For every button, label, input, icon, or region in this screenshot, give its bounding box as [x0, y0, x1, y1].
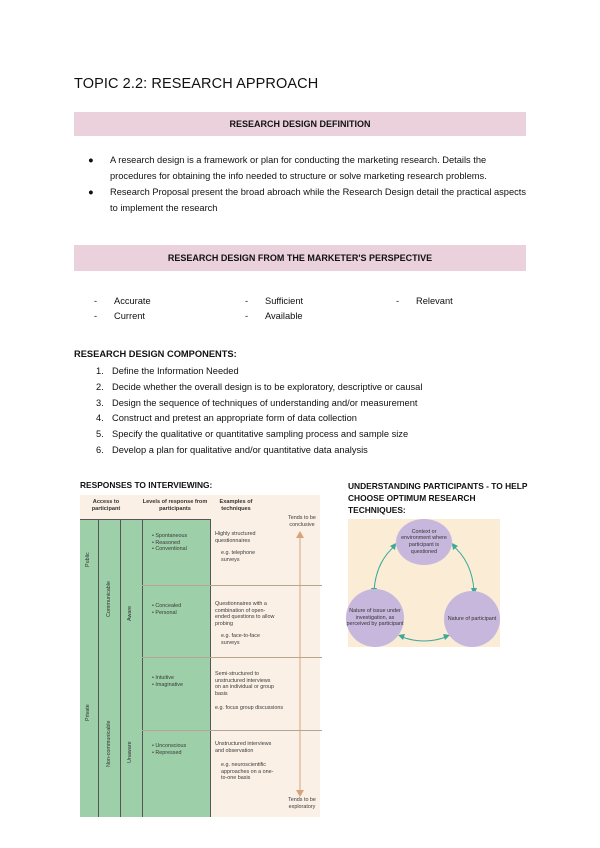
level-item: • Repressed — [152, 749, 182, 756]
component-number: 1. — [96, 366, 104, 376]
col-access-header: Access to participant — [91, 499, 121, 512]
components-title: RESEARCH DESIGN COMPONENTS: — [74, 349, 237, 359]
tends-exploratory-label: Tends to be exploratory — [288, 797, 316, 810]
col-examples-header: Examples of techniques — [219, 499, 253, 512]
components-list — [96, 364, 422, 459]
participant-circle — [444, 591, 500, 647]
example-row-3 — [215, 671, 284, 712]
component-number: 3. — [96, 397, 104, 408]
bullet-text: A research design is a framework or plan for conducting the marketing research. Details the procedures for obtaining the info needed to structure or solve marketing research problems. — [110, 155, 487, 181]
component-item — [96, 380, 422, 396]
component-item — [96, 411, 422, 427]
definition-bullet-list — [88, 152, 528, 216]
issue-circle — [346, 589, 404, 647]
level-item: • Reasoned — [152, 539, 180, 546]
interviewing-figure — [80, 495, 320, 817]
example-row-1 — [215, 531, 275, 563]
component-text: Design the sequence of techniques of understanding and/or measurement — [112, 397, 418, 408]
level-item: • Concealed — [152, 603, 182, 609]
component-number: 4. — [96, 413, 104, 424]
page-title: TOPIC 2.2: RESEARCH APPROACH — [74, 76, 319, 92]
participant-label: Nature of participant — [447, 615, 497, 622]
level-item: • Intuitive — [152, 675, 174, 681]
example-eg: e.g. neuroscientific approaches on a one-to-one basis — [221, 762, 274, 782]
non-communicable-label: Non-communicable — [106, 720, 112, 767]
private-label: Private — [85, 704, 91, 721]
component-item — [96, 364, 422, 380]
tends-conclusive-label: Tends to be conclusive — [288, 515, 316, 528]
divider — [120, 519, 121, 817]
public-label: Public — [85, 552, 91, 567]
component-item — [96, 443, 422, 459]
component-text: Construct and pretest an appropriate form of data collection — [112, 413, 357, 424]
interviewing-title: RESPONSES TO INTERVIEWING: — [80, 480, 213, 490]
context-circle — [396, 519, 452, 565]
perspective-item-label: Current — [114, 311, 146, 321]
communicable-label: Communicable — [106, 581, 112, 617]
levels-band — [80, 519, 210, 817]
divider — [80, 519, 210, 520]
perspective-item — [94, 296, 151, 306]
example-eg: e.g. focus group discussions — [215, 705, 284, 712]
dash-marker: - — [245, 311, 249, 321]
example-text: Questionnaires with a combination of open-ended questions to allow probing — [215, 601, 275, 627]
perspective-item-label: Relevant — [416, 296, 453, 306]
component-number: 2. — [96, 381, 104, 392]
divider — [210, 519, 211, 817]
example-eg: e.g. face-to-face surveys — [221, 633, 260, 646]
section-band-perspective: RESEARCH DESIGN FROM THE MARKETER'S PERSPECTIVE — [74, 245, 526, 271]
perspective-item-label: Sufficient — [265, 296, 304, 306]
level-item: • Spontaneous — [152, 533, 188, 539]
component-text: Specify the qualitative or quantitative sampling process and sample size — [112, 429, 409, 440]
level-item: • Imaginative — [152, 681, 183, 688]
example-row-4 — [215, 741, 279, 782]
perspective-item-label: Accurate — [114, 296, 151, 306]
conclusive-exploratory-arrow — [290, 531, 310, 797]
dash-marker: - — [396, 296, 400, 306]
aware-label: Aware — [127, 605, 133, 621]
levels-row-3 — [152, 675, 183, 688]
levels-row-2 — [152, 603, 181, 616]
component-text: Decide whether the overall design is to be exploratory, descriptive or causal — [112, 381, 423, 392]
perspective-item — [245, 296, 303, 306]
component-text: Develop a plan for qualitative and/or quantitative data analysis — [112, 444, 368, 455]
level-item: • Unconscious — [152, 743, 187, 749]
dash-marker: - — [94, 311, 98, 321]
participants-figure — [348, 519, 500, 647]
unaware-label: Unaware — [127, 741, 133, 763]
perspective-item — [396, 296, 453, 306]
example-eg: e.g. telephone surveys — [221, 550, 256, 563]
level-item: • Personal — [152, 609, 177, 616]
component-number: 5. — [96, 429, 104, 440]
bullet-text: Research Proposal present the broad abroach while the Research Design detail the practical aspects to implement the research — [110, 187, 527, 213]
component-number: 6. — [96, 444, 104, 455]
levels-row-1 — [152, 533, 187, 553]
perspective-item — [245, 311, 303, 321]
dash-marker: - — [245, 296, 249, 306]
bullet-dot: ● — [88, 187, 94, 197]
divider — [142, 519, 143, 817]
context-label: Context or environment where participant is questioned — [401, 528, 447, 555]
issue-label: Nature of issue under investigation, as perceived by participant — [346, 608, 404, 628]
component-item — [96, 427, 422, 443]
col-levels-header: Levels of response from participants — [142, 499, 208, 512]
divider — [98, 519, 99, 817]
example-text: Unstructured interviews and observation — [215, 741, 272, 754]
participants-title: UNDERSTANDING PARTICIPANTS - TO HELP CHOOSE OPTIMUM RESEARCH TECHNIQUES: — [348, 481, 528, 515]
perspective-item — [94, 311, 145, 321]
example-row-2 — [215, 601, 279, 647]
section-band-definition: RESEARCH DESIGN DEFINITION — [74, 112, 526, 136]
level-item: • Conventional — [152, 546, 187, 553]
example-text: Semi-structured to unstructured interviews on an individual or group basis — [215, 671, 275, 697]
component-text: Define the Information Needed — [112, 366, 239, 376]
definition-bullet — [88, 184, 528, 216]
bullet-dot: ● — [88, 155, 94, 165]
perspective-item-label: Available — [265, 311, 303, 321]
levels-row-4 — [152, 743, 186, 756]
definition-bullet — [88, 152, 528, 184]
example-text: Highly structured questionnaires — [215, 531, 256, 544]
component-item — [96, 396, 422, 412]
dash-marker: - — [94, 296, 98, 306]
